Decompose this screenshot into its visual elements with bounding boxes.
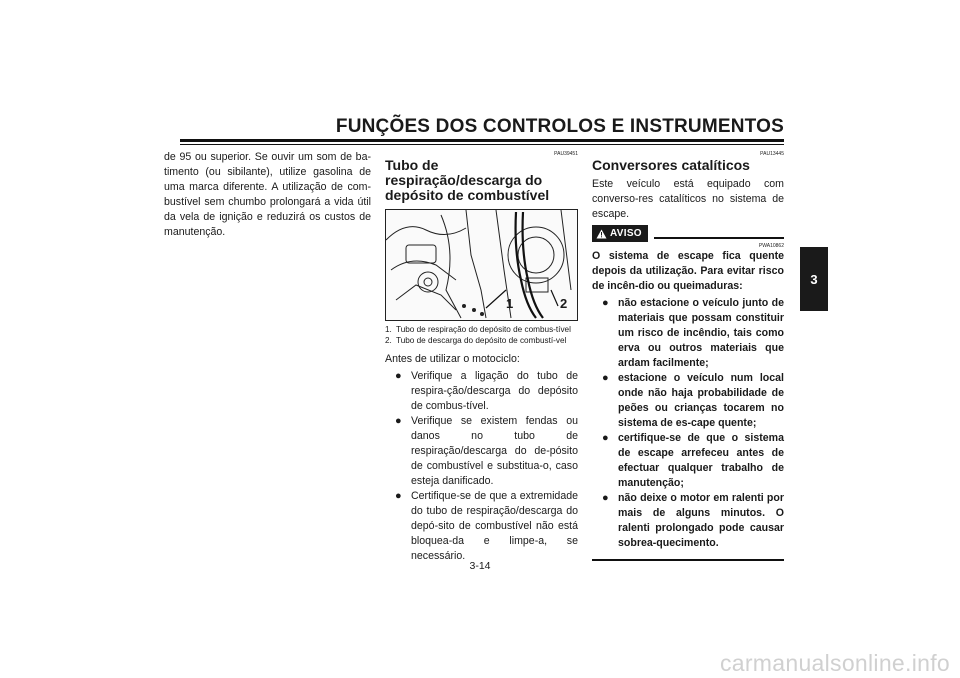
list-item — [596, 296, 784, 371]
section-title-catalytic: Conversores catalíticos — [592, 157, 750, 173]
warning-lead: O sistema de escape fica quente depois da utilização. Para evitar risco de incên-dio ou queimaduras: — [592, 250, 784, 292]
list-item — [389, 489, 578, 564]
section-title-breather-hose: Tubo de respiração/descarga do depósito de combustível — [385, 157, 550, 203]
warning-header — [592, 225, 784, 242]
section-code: PAU39451 — [554, 151, 578, 157]
list-item-text: não estacione o veículo junto de materiais que possam constituir um risco de incêndio, tais como erva ou outros materiais que ardam facilmente; — [618, 297, 784, 369]
list-item — [389, 369, 578, 414]
warning-code: PWA10862 — [758, 243, 784, 249]
page-number: 3-14 — [469, 560, 491, 572]
caption-number: 1. — [385, 325, 392, 334]
bullet-icon: ● — [602, 297, 609, 309]
header-rule-thick — [180, 139, 784, 142]
intro-text: Antes de utilizar o motociclo: — [385, 353, 520, 365]
column-1 — [164, 150, 371, 240]
bullet-icon: ● — [395, 415, 402, 427]
list-item-text: estacione o veículo num local onde não haja probabilidade de peões ou crianças tocarem no sistema de es-cape quente; — [618, 372, 784, 429]
list-item-text: não deixe o motor em ralenti por mais de alguns minutos. O ralenti prolongado pode causar sobrea-quecimento. — [618, 492, 784, 549]
list-item — [389, 414, 578, 489]
figure-label-2: 2 — [560, 296, 568, 311]
bullet-icon: ● — [395, 490, 402, 502]
warning-end-rule — [592, 559, 784, 561]
list-item-text: Certifique-se de que a extremidade do tubo de respiração/descarga do depó-sito de combustível não está bloquea-da e limpe-a, se necessário. — [411, 490, 578, 562]
warning-badge-text: AVISO — [610, 228, 642, 239]
caption-item — [385, 325, 578, 335]
bullet-icon: ● — [602, 372, 609, 384]
warning-list — [592, 296, 784, 551]
column-2 — [385, 150, 578, 564]
chapter-tab: 3 — [800, 247, 828, 311]
figure-label-1: 1 — [506, 296, 514, 311]
list-item-text: certifique-se de que o sistema de escape arrefeceu antes de efectuar qualquer trabalho de manutenção; — [618, 432, 784, 489]
figure-captions — [385, 325, 578, 346]
list-item-text: Verifique se existem fendas ou danos no tubo de respiração/descarga do de-pósito de combustível e substitua-o, caso esteja danificado. — [411, 415, 578, 487]
bullet-icon: ● — [602, 432, 609, 444]
breather-hose-figure — [385, 209, 578, 321]
caption-text: Tubo de respiração do depósito de combus-tível — [396, 325, 571, 334]
bullet-icon: ● — [602, 492, 609, 504]
bullet-icon: ● — [395, 370, 402, 382]
catalytic-intro: Este veículo está equipado com converso-res catalíticos no sistema de escape. — [592, 178, 784, 220]
column-3 — [592, 150, 784, 561]
list-item — [596, 491, 784, 551]
fuel-paragraph: de 95 ou superior. Se ouvir um som de ba-timento (ou sibilante), utilize gasolina de uma marca diferente. A utilização de com-bustível sem chumbo prolongará a vida útil da vela de ignição e reduzirá os custos de manutenção. — [164, 151, 371, 238]
check-list — [385, 369, 578, 564]
section-code: PAU13445 — [760, 151, 784, 157]
warning-badge — [592, 225, 648, 242]
caption-number: 2. — [385, 336, 392, 345]
caption-item — [385, 336, 578, 346]
header-rule-thin — [180, 144, 784, 145]
list-item-text: Verifique a ligação do tubo de respira-ção/descarga do depósito de combus-tível. — [411, 370, 578, 412]
warning-triangle-icon — [596, 229, 607, 239]
page-header-title: FUNÇÕES DOS CONTROLOS E INSTRUMENTOS — [335, 116, 784, 137]
engine-illustration — [386, 210, 577, 320]
list-item — [596, 431, 784, 491]
list-item — [596, 371, 784, 431]
caption-text: Tubo de descarga do depósito de combustí-vel — [396, 336, 567, 345]
warning-rule — [654, 237, 784, 239]
site-watermark: carmanualsonline.info — [719, 650, 950, 676]
